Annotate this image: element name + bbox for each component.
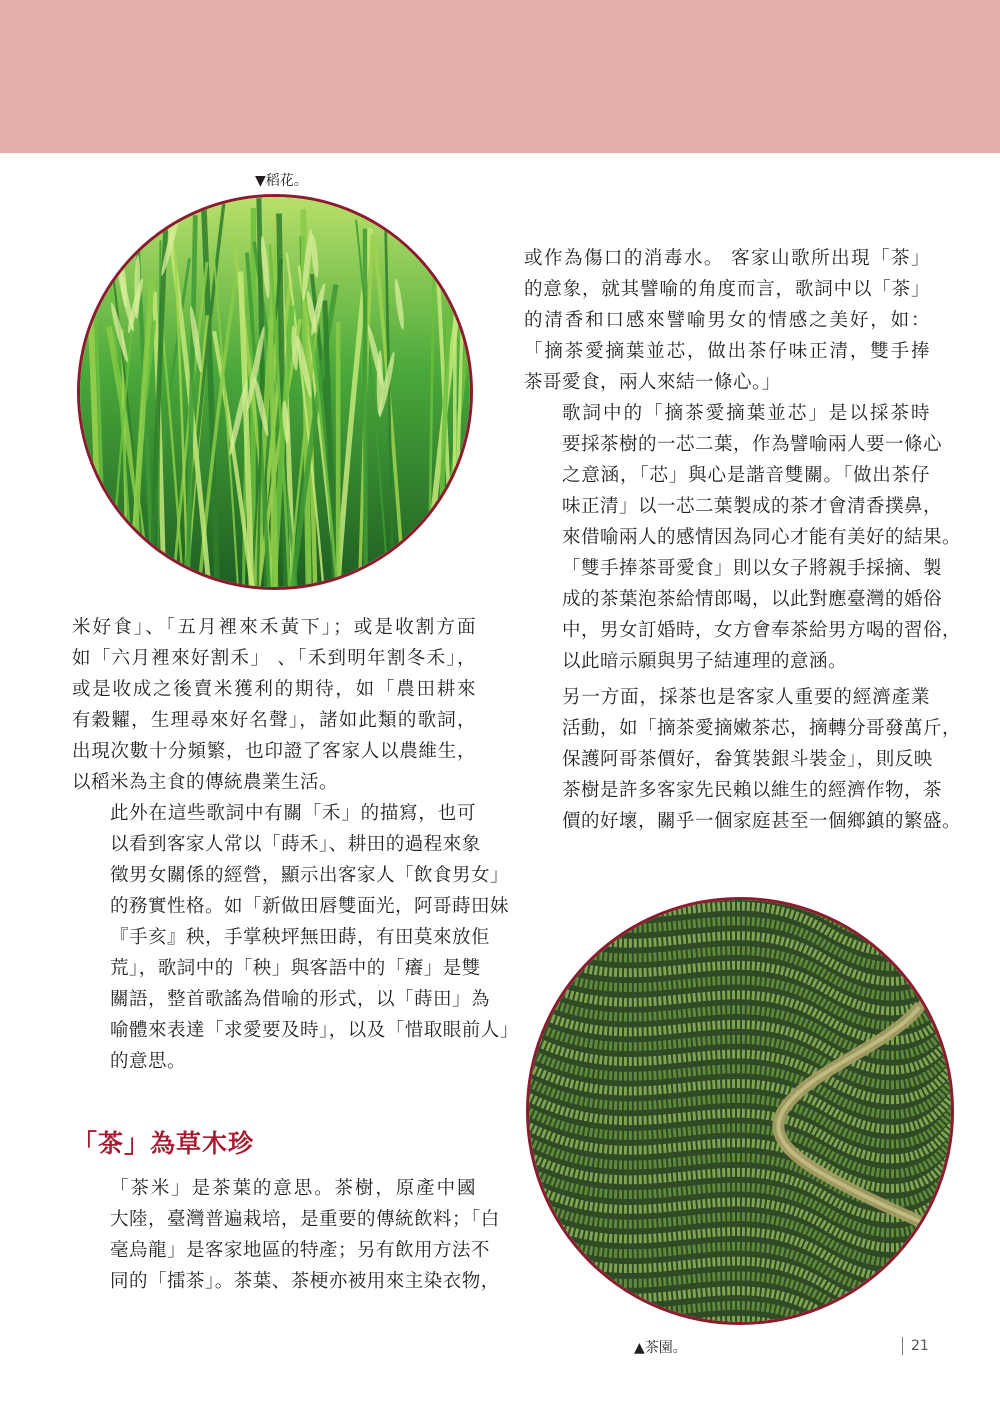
text-line: 的務實性格。如「新做田唇雙面光，阿哥蒔田妹 [110, 896, 510, 917]
text-line: 之意涵，「芯」與心是諧音雙關。「做出茶仔 [562, 465, 930, 486]
tea-garden-photo [526, 897, 954, 1325]
text-line: 喻體來表達「求愛要及時」，以及「惜取眼前人」 [110, 1020, 519, 1041]
text-line: 的清香和口感來譬喻男女的情感之美好，如： [524, 310, 930, 331]
rice-flower-photo [77, 194, 473, 590]
text-line: 的意象，就其譬喻的角度而言，歌詞中以「茶」 [524, 279, 930, 300]
paragraph-tea-intro [72, 1173, 500, 1297]
text-line: 以看到客家人常以「蒔禾」、耕田的過程來象 [110, 834, 481, 855]
paragraph-rice-metaphor [72, 798, 519, 1077]
text-line: 「茶米」是茶葉的意思。茶樹，原產中國 [110, 1178, 476, 1199]
tea-rows-illustration [529, 900, 951, 1322]
text-line: 大陸，臺灣普遍栽培，是重要的傳統飲料；「白 [110, 1209, 500, 1230]
text-line: 的意思。 [110, 1051, 187, 1072]
text-line: 關語，整首歌謠為借喻的形式，以「蒔田」為 [110, 989, 491, 1010]
text-line: 徵男女關係的經營，顯示出客家人「飲食男女」 [110, 865, 510, 886]
text-line: 同的「擂茶」。茶葉、茶梗亦被用來主染衣物， [110, 1271, 500, 1292]
text-line: 『手亥』秧，手掌秧坪無田蒔，有田莫來放佢 [110, 927, 491, 948]
text-line: 或是收成之後賣米獲利的期待，如「農田耕來 [72, 679, 476, 700]
text-line: 或作為傷口的消毒水。 客家山歌所出現「茶」 [524, 248, 930, 269]
text-line: 「雙手捧茶哥愛食」則以女子將親手採摘、製 [562, 558, 943, 579]
left-column [72, 612, 519, 1077]
paragraph-tea-imagery [524, 243, 930, 398]
paragraph-tea-economy [524, 682, 962, 837]
text-line: 如「六月裡來好割禾」 、「禾到明年割冬禾」， [72, 648, 476, 669]
tea-photo-caption: ▲茶園。 [634, 1340, 687, 1356]
text-line: 茶哥愛食，兩人來結一條心。」 [524, 372, 781, 393]
text-line: 以稻米為主食的傳統農業生活。 [72, 772, 339, 793]
text-line: 中，男女訂婚時，女方會奉茶給男方喝的習俗， [562, 620, 962, 641]
right-column [524, 243, 962, 837]
text-line: 活動，如「摘茶愛摘嫩茶芯，摘轉分哥發萬斤， [562, 718, 962, 739]
text-line: 茶樹是許多客家先民賴以維生的經濟作物，茶 [562, 780, 943, 801]
text-line: 此外在這些歌詞中有關「禾」的描寫，也可 [110, 803, 476, 824]
text-line: 要採茶樹的一芯二葉，作為譬喻兩人要一條心 [562, 434, 943, 455]
paragraph-rice-songs [72, 612, 476, 798]
rice-blade [365, 229, 366, 587]
text-line: 「摘茶愛摘葉並芯，做出茶仔味正清，雙手捧 [524, 341, 930, 362]
text-line: 荒」，歌詞中的「秧」與客語中的「癢」是雙 [110, 958, 481, 979]
paragraph-tea-lyrics-meaning [524, 398, 962, 677]
page-number: 21 [902, 1337, 929, 1355]
text-line: 毫烏龍」是客家地區的特產；另有飲用方法不 [110, 1240, 491, 1261]
text-line: 成的茶葉泡茶給情郎喝，以此對應臺灣的婚俗 [562, 589, 943, 610]
text-line: 以此暗示願與男子結連理的意涵。 [562, 651, 848, 672]
text-line: 歌詞中的「摘茶愛摘葉並芯」是以採茶時 [562, 403, 930, 424]
text-line: 有穀糶，生理尋來好名聲」，諸如此類的歌詞， [72, 710, 476, 731]
text-line: 來借喻兩人的感情因為同心才能有美好的結果。 [562, 527, 962, 548]
rice-plants-illustration [80, 197, 470, 587]
text-line: 味正清」以一芯二葉製成的茶才會清香撲鼻， [562, 496, 943, 517]
text-line: 出現次數十分頻繁，也印證了客家人以農維生， [72, 741, 476, 762]
text-line: 價的好壞，關乎一個家庭甚至一個鄉鎮的繁盛。 [562, 811, 962, 832]
text-line: 米好食」、「五月裡來禾黃下」；或是收割方面 [72, 617, 476, 638]
left-column-tea [72, 1173, 500, 1297]
text-line: 另一方面，採茶也是客家人重要的經濟產業 [562, 687, 930, 708]
rice-photo-caption: ▼稻花。 [255, 173, 308, 189]
section-heading-tea: 「茶」為草木珍 [72, 1129, 255, 1158]
text-line: 保護阿哥茶價好，畚箕裝銀斗裝金」，則反映 [562, 749, 933, 770]
top-color-band [0, 0, 1000, 153]
rice-blade [454, 202, 455, 587]
